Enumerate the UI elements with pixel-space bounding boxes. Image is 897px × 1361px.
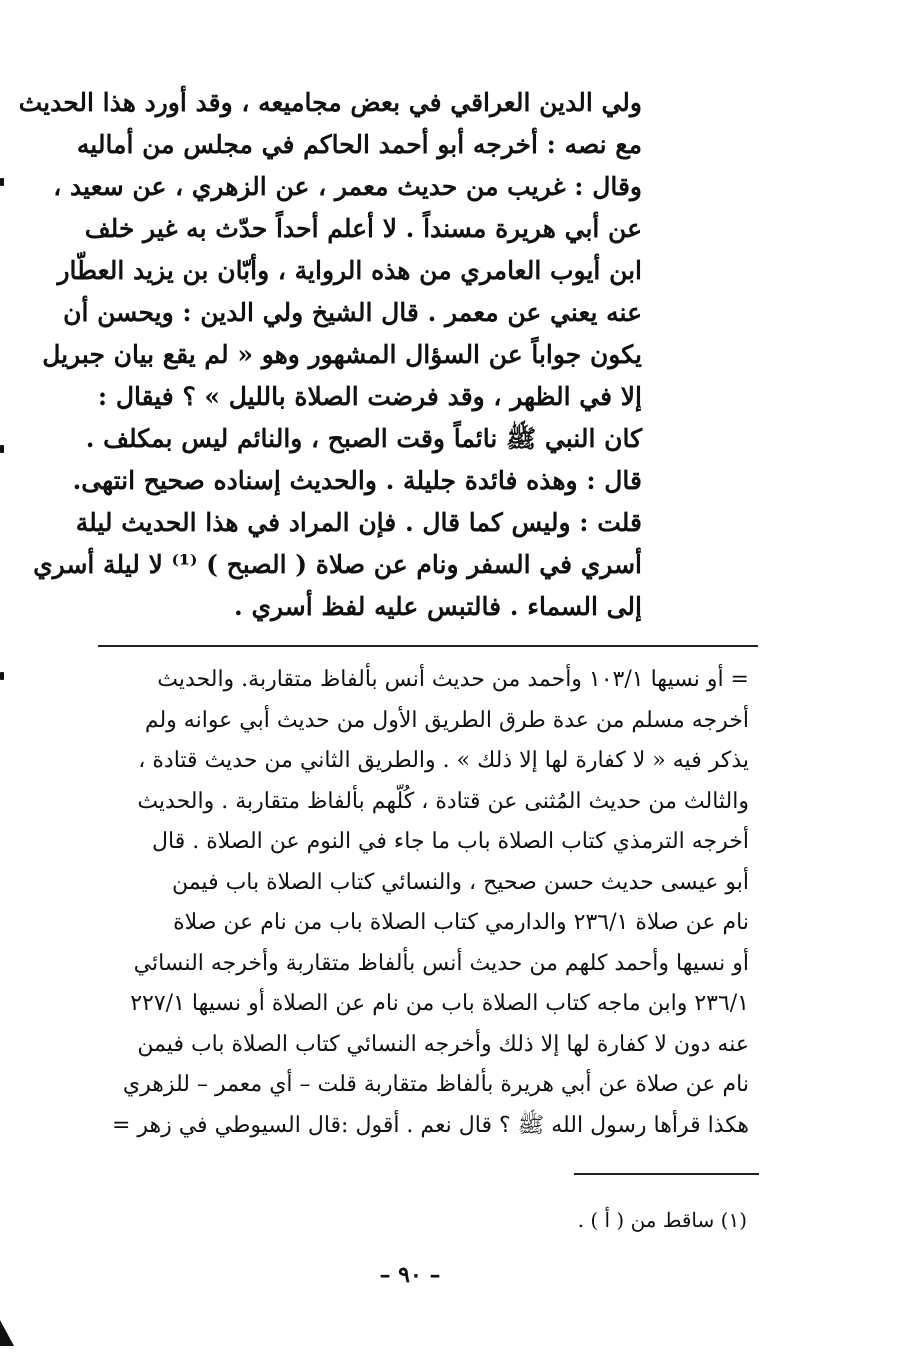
main-text-line: يكون جواباً عن السؤال المشهور وهو « لم يقع بيان جبريل (42, 340, 642, 369)
corner-mark (0, 1320, 14, 1346)
main-text-line: عنه يعني عن معمر . قال الشيخ ولي الدين : ويحسن أن (63, 298, 642, 327)
footnote-line: أو نسيها وأحمد كلهم من حديث أنس بألفاظ متقاربة وأخرجه النسائي (133, 950, 749, 976)
main-text-line: قلت : وليس كما قال . فإن المراد في هذا الحديث ليلة (75, 508, 642, 537)
footnote-line: يذكر فيه « لا كفارة لها إلا ذلك » . والطريق الثاني من حديث قتادة ، (138, 748, 749, 773)
margin-mark (0, 178, 4, 186)
footnote-line: والثالث من حديث المُثنى عن قتادة ، كُلّهم بألفاظ متقاربة . والحديث (137, 788, 749, 814)
footnote-line: أخرجه الترمذي كتاب الصلاة باب ما جاء في النوم عن الصلاة . قال (152, 829, 749, 854)
footnote-line: = أو نسيها ١٠٣/١ وأحمد من حديث أنس بألفاظ متقاربة. والحديث (157, 667, 749, 692)
footnote-line: عنه دون لا كفارة لها إلا ذلك وأخرجه النسائي كتاب الصلاة باب فيمن (137, 1031, 749, 1057)
main-text-line: كان النبي ﷺ نائماً وقت الصبح ، والنائم ليس بمكلف . (85, 424, 642, 453)
footnote-line: نام عن صلاة ٢٣٦/١ والدارمي كتاب الصلاة باب من نام عن صلاة (173, 910, 749, 935)
footnote-block (89, 660, 749, 1146)
footnote-line: أخرجه مسلم من عدة طرق الطريق الأول من حديث أبي عوانه ولم (144, 707, 749, 733)
main-text-line: ابن أيوب العامري من هذه الرواية ، وأبّان بن يزيد العطّار (57, 256, 642, 285)
main-text-line: مع نصه : أخرجه أبو أحمد الحاكم في مجلس من أماليه (76, 130, 642, 159)
footnote-line: أبو عيسى حديث حسن صحيح ، والنسائي كتاب الصلاة باب فيمن (171, 869, 749, 895)
margin-mark (0, 672, 4, 680)
margin-mark (0, 445, 4, 453)
main-text-line: إلا في الظهر ، وقد فرضت الصلاة بالليل » ؟ فيقال : (97, 382, 642, 411)
page-number: – ٩٠ – (379, 1262, 441, 1288)
main-text-line: عن أبي هريرة مسنداً . لا أعلم أحداً حدّث به غير خلف (84, 214, 642, 243)
main-text-line: إلى السماء . فالتبس عليه لفظ أسري . (234, 592, 642, 621)
main-text-line: أسري في السفر ونام عن صلاة ( الصبح ) ⁽¹⁾ لا ليلة أسري (33, 550, 642, 579)
main-text-block (18, 82, 642, 628)
footnote-divider (98, 645, 758, 647)
main-text-line: قال : وهذه فائدة جليلة . والحديث إسناده صحيح انتهى. (72, 466, 642, 495)
footnote-line: هكذا قرأها رسول الله ﷺ ؟ قال نعم . أقول :قال السيوطي في زهر = (111, 1112, 749, 1138)
main-text-line: ولي الدين العراقي في بعض مجاميعه ، وقد أورد هذا الحديث (18, 88, 642, 117)
main-text-line: وقال : غريب من حديث معمر ، عن الزهري ، عن سعيد ، (53, 172, 642, 201)
note-divider (574, 1173, 759, 1175)
footnote-line: نام عن صلاة عن أبي هريرة بألفاظ متقاربة قلت – أي معمر – للزهري (122, 1072, 749, 1097)
footnote-note: (١) ساقط من ( أ ) . (577, 1208, 747, 1232)
footnote-line: ٢٣٦/١ وابن ماجه كتاب الصلاة باب من نام عن الصلاة أو نسيها ٢٢٧/١ (130, 991, 749, 1016)
